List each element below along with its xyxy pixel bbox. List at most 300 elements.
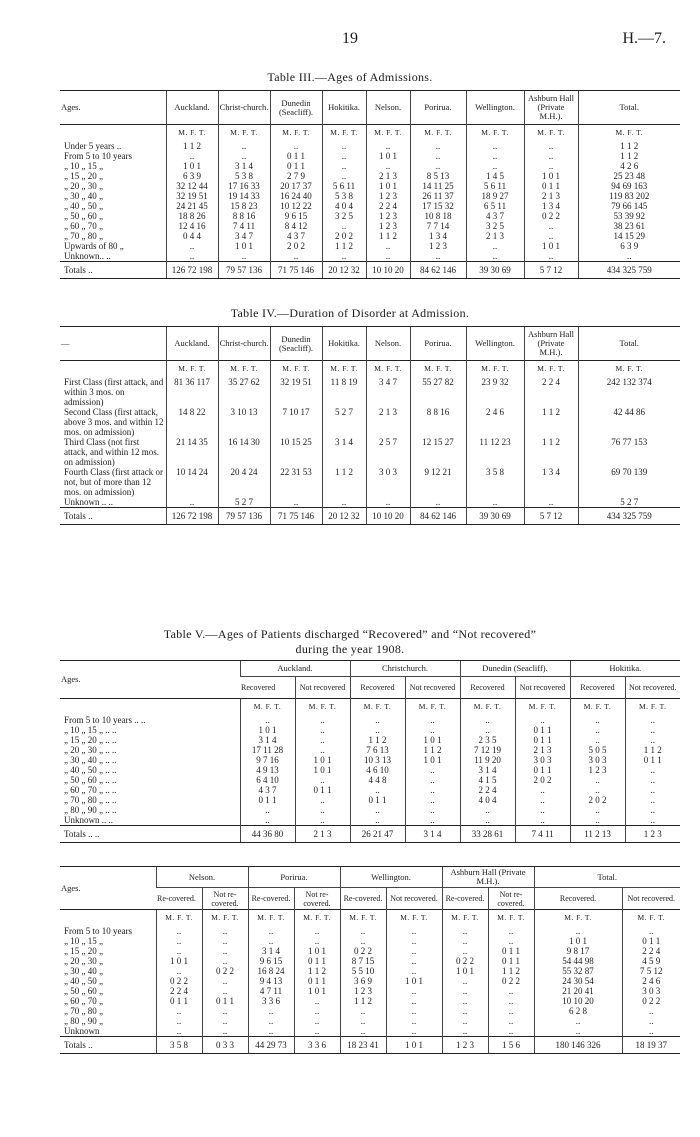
data-cell: 44 36 80: [240, 826, 295, 843]
data-cell: 4 0 4: [322, 201, 366, 211]
row-label: Fourth Class (first attack or not, but of more than 12 mos. on admission): [64, 467, 163, 497]
data-cell: 3 5 8: [156, 1037, 202, 1054]
data-cell: 4 4 8: [350, 775, 405, 785]
data-cell: 2 1 3: [515, 745, 570, 755]
data-cell: ..: [294, 996, 340, 1006]
data-cell: ..: [350, 725, 405, 735]
data-cell: ..: [405, 765, 460, 775]
row-label: From 5 to 10 years .. ..: [64, 715, 146, 725]
data-cell: 2 2 4: [524, 374, 578, 407]
data-cell: 1 1 2: [625, 745, 680, 755]
data-cell: 20 17 37: [270, 181, 322, 191]
sub-header: Recovered: [570, 677, 625, 699]
data-cell: ..: [156, 1016, 202, 1026]
data-cell: 434 325 759: [578, 508, 680, 525]
data-cell: 20 12 32: [322, 508, 366, 525]
data-cell: 2 2 4: [460, 785, 515, 795]
data-cell: 9 7 16: [240, 755, 295, 765]
data-cell: 5 2 7: [578, 497, 680, 508]
row-label: „ 10 „ 15 „: [64, 936, 103, 946]
row-label: Unknown.. ..: [64, 251, 111, 261]
data-cell: 3 5 8: [466, 467, 524, 497]
data-cell: ..: [622, 923, 680, 936]
group-header: Nelson.: [156, 867, 248, 888]
data-cell: ..: [410, 151, 466, 161]
data-cell: 2 2 4: [366, 201, 410, 211]
data-cell: 12 4 16: [166, 221, 218, 231]
data-cell: ..: [625, 805, 680, 815]
data-cell: ..: [524, 151, 578, 161]
mft-label: M. F. T.: [386, 910, 442, 924]
sub-header: Not recovered: [515, 677, 570, 699]
data-cell: ..: [295, 712, 350, 725]
row-label: „ 50 „ 60 „: [64, 211, 103, 221]
data-cell: 4 3 7: [466, 211, 524, 221]
data-cell: ..: [460, 712, 515, 725]
data-cell: ..: [570, 725, 625, 735]
data-cell: ..: [202, 923, 248, 936]
group-header: Wellington.: [340, 867, 442, 888]
data-cell: 2 1 3: [295, 826, 350, 843]
row-label: Under 5 years ..: [64, 141, 122, 151]
row-label: From 5 to 10 years: [64, 151, 132, 161]
row-label: „ 40 „ 50 „: [64, 201, 103, 211]
sub-header: Not re-covered.: [488, 888, 534, 910]
sub-header: Recovered.: [534, 888, 622, 910]
data-cell: ..: [156, 1026, 202, 1037]
mft-label: M. F. T.: [366, 125, 410, 139]
data-cell: ..: [534, 1016, 622, 1026]
col-header: Nelson.: [366, 327, 410, 361]
data-cell: 2 0 2: [570, 795, 625, 805]
data-cell: 1 3 4: [524, 201, 578, 211]
data-cell: ..: [294, 923, 340, 936]
data-cell: 17 16 33: [218, 181, 270, 191]
row-label: Totals .. ..: [60, 826, 240, 843]
data-cell: 3 2 5: [466, 221, 524, 231]
mft-label: M. F. T.: [515, 699, 570, 713]
row-label: „ 60 „ 70 „ .. ..: [64, 785, 117, 795]
data-cell: ..: [625, 712, 680, 725]
table-4-duration-of-disorder: [60, 326, 680, 525]
data-cell: 0 1 1: [270, 161, 322, 171]
data-cell: 21 20 41: [534, 986, 622, 996]
table-row: [60, 805, 680, 815]
table-row: [60, 923, 680, 936]
table-row: [60, 151, 680, 161]
table-3-ages-of-admissions: [60, 90, 680, 279]
data-cell: ..: [625, 765, 680, 775]
data-cell: 3 1 4: [405, 826, 460, 843]
data-cell: ..: [410, 138, 466, 151]
data-cell: ..: [488, 1016, 534, 1026]
data-cell: ..: [524, 161, 578, 171]
data-cell: 1 1 2: [578, 138, 680, 151]
table-row: [60, 374, 680, 407]
mft-label: M. F. T.: [156, 910, 202, 924]
data-cell: 1 1 2: [578, 151, 680, 161]
col-header: Auckland.: [166, 327, 218, 361]
data-cell: 1 1 2: [488, 966, 534, 976]
data-cell: ..: [366, 497, 410, 508]
data-cell: ..: [322, 251, 366, 262]
data-cell: ..: [386, 986, 442, 996]
data-cell: ..: [625, 785, 680, 795]
data-cell: 1 0 1: [366, 151, 410, 161]
data-cell: 5 5 10: [340, 966, 386, 976]
data-cell: ..: [202, 1006, 248, 1016]
data-cell: 7 7 14: [410, 221, 466, 231]
data-cell: 1 0 1: [524, 171, 578, 181]
totals-row: [60, 1037, 680, 1054]
data-cell: 3 3 6: [248, 996, 294, 1006]
table-row: [60, 407, 680, 437]
data-cell: 1 1 2: [322, 467, 366, 497]
data-cell: 18 8 26: [166, 211, 218, 221]
data-cell: ..: [218, 251, 270, 262]
data-cell: 32 19 51: [270, 374, 322, 407]
data-cell: 1 0 1: [405, 755, 460, 765]
table-row: [60, 181, 680, 191]
data-cell: 0 1 1: [270, 151, 322, 161]
data-cell: ..: [488, 936, 534, 946]
row-label: „ 40 „ 50 „ .. ..: [64, 765, 117, 775]
data-cell: 54 44 98: [534, 956, 622, 966]
group-header: Hokitika.: [570, 661, 680, 677]
sub-header: Re-covered.: [442, 888, 488, 910]
table-3-corner: Ages.: [60, 91, 166, 125]
data-cell: 1 2 3: [570, 765, 625, 775]
table-row: [60, 251, 680, 262]
data-cell: 9 6 15: [270, 211, 322, 221]
table-5-title: Table V.—Ages of Patients discharged “Recovered” and “Not recovered”: [163, 627, 537, 641]
sub-header: Not recovered.: [386, 888, 442, 910]
table-row: [60, 161, 680, 171]
data-cell: ..: [386, 936, 442, 946]
sub-header: Re-covered.: [340, 888, 386, 910]
data-cell: 0 1 1: [294, 956, 340, 966]
data-cell: 10 8 18: [410, 211, 466, 221]
data-cell: 10 14 24: [166, 467, 218, 497]
data-cell: ..: [248, 936, 294, 946]
data-cell: 3 0 3: [622, 986, 680, 996]
data-cell: 1 0 1: [366, 181, 410, 191]
col-header: Ashburn Hall (Private M.H.).: [524, 91, 578, 125]
data-cell: 0 2 2: [622, 996, 680, 1006]
data-cell: 5 0 5: [570, 745, 625, 755]
data-cell: 2 0 2: [322, 231, 366, 241]
table-5-part-a: [60, 660, 680, 843]
data-cell: 55 27 82: [410, 374, 466, 407]
data-cell: ..: [386, 996, 442, 1006]
data-cell: ..: [248, 1026, 294, 1037]
data-cell: ..: [366, 251, 410, 262]
row-label: „ 15 „ 20 „ .. ..: [64, 735, 117, 745]
data-cell: ..: [442, 996, 488, 1006]
data-cell: ..: [340, 1016, 386, 1026]
table-row: [60, 815, 680, 826]
data-cell: ..: [524, 221, 578, 231]
data-cell: 126 72 198: [166, 262, 218, 279]
mft-label: M. F. T.: [534, 910, 622, 924]
data-cell: ..: [322, 161, 366, 171]
data-cell: ..: [386, 956, 442, 966]
data-cell: 0 1 1: [294, 976, 340, 986]
row-label: Unknown: [64, 1026, 100, 1036]
data-cell: 0 1 1: [515, 735, 570, 745]
row-label: „ 80 „ 90 „ .. ..: [64, 805, 117, 815]
data-cell: ..: [570, 805, 625, 815]
table-row: [60, 171, 680, 181]
data-cell: 1 1 2: [340, 996, 386, 1006]
table-4-title: Table IV.—Duration of Disorder at Admission.: [230, 306, 470, 320]
data-cell: 1 0 1: [295, 755, 350, 765]
col-header: Total.: [578, 91, 680, 125]
mft-label: M. F. T.: [524, 361, 578, 375]
sub-header: Not recovered: [405, 677, 460, 699]
data-cell: 5 2 7: [218, 497, 270, 508]
data-cell: ..: [240, 712, 295, 725]
table-5-part-b: [60, 866, 680, 1054]
data-cell: ..: [625, 725, 680, 735]
row-label: „ 30 „ 40 „: [64, 966, 103, 976]
data-cell: 0 3 3: [202, 1037, 248, 1054]
data-cell: 7 12 19: [460, 745, 515, 755]
mft-label: M. F. T.: [218, 361, 270, 375]
data-cell: ..: [442, 976, 488, 986]
data-cell: 1 1 2: [366, 231, 410, 241]
mft-label: M. F. T.: [202, 910, 248, 924]
data-cell: 1 0 1: [240, 725, 295, 735]
data-cell: ..: [442, 986, 488, 996]
data-cell: 3 10 13: [218, 407, 270, 437]
data-cell: 4 5 9: [622, 956, 680, 966]
table-row: [60, 1026, 680, 1037]
data-cell: 1 2 3: [366, 191, 410, 201]
table-row: [60, 785, 680, 795]
data-cell: 0 1 1: [295, 785, 350, 795]
data-cell: ..: [322, 151, 366, 161]
data-cell: 26 11 37: [410, 191, 466, 201]
table-row: [60, 191, 680, 201]
data-cell: ..: [534, 1026, 622, 1037]
data-cell: ..: [442, 946, 488, 956]
data-cell: 11 12 23: [466, 437, 524, 467]
table-row: [60, 765, 680, 775]
data-cell: ..: [570, 815, 625, 826]
table-row: [60, 241, 680, 251]
data-cell: ..: [578, 251, 680, 262]
mft-label: M. F. T.: [240, 699, 295, 713]
data-cell: ..: [466, 151, 524, 161]
mft-label: M. F. T.: [248, 910, 294, 924]
data-cell: ..: [405, 785, 460, 795]
data-cell: 21 14 35: [166, 437, 218, 467]
table-5a-corner: Ages.: [60, 661, 240, 699]
data-cell: 6 3 9: [578, 241, 680, 251]
table-4-corner: —: [60, 327, 166, 361]
data-cell: 18 23 41: [340, 1037, 386, 1054]
group-header: Total.: [534, 867, 680, 888]
row-label: „ 40 „ 50 „: [64, 976, 103, 986]
mft-label: M. F. T.: [294, 910, 340, 924]
data-cell: 0 2 2: [202, 966, 248, 976]
data-cell: 6 4 10: [240, 775, 295, 785]
data-cell: ..: [295, 745, 350, 755]
data-cell: 14 8 22: [166, 407, 218, 437]
data-cell: ..: [294, 1016, 340, 1026]
data-cell: 4 3 7: [240, 785, 295, 795]
data-cell: 1 0 1: [386, 976, 442, 986]
data-cell: 79 57 136: [218, 262, 270, 279]
data-cell: 38 23 61: [578, 221, 680, 231]
data-cell: 3 1 4: [248, 946, 294, 956]
data-cell: ..: [460, 815, 515, 826]
data-cell: ..: [366, 138, 410, 151]
data-cell: 0 1 1: [156, 996, 202, 1006]
data-cell: 1 1 2: [524, 407, 578, 437]
col-header: Hokitika.: [322, 327, 366, 361]
table-row: [60, 946, 680, 956]
data-cell: 39 30 69: [466, 508, 524, 525]
data-cell: 32 19 51: [166, 191, 218, 201]
data-cell: ..: [466, 497, 524, 508]
data-cell: 11 9 20: [460, 755, 515, 765]
data-cell: ..: [442, 1026, 488, 1037]
row-label: „ 20 „ 30 „: [64, 181, 103, 191]
data-cell: 0 2 2: [442, 956, 488, 966]
data-cell: 11 2 13: [570, 826, 625, 843]
data-cell: ..: [466, 251, 524, 262]
data-cell: 180 146 326: [534, 1037, 622, 1054]
data-cell: ..: [202, 1016, 248, 1026]
mft-label: M. F. T.: [166, 125, 218, 139]
data-cell: 5 6 11: [322, 181, 366, 191]
data-cell: ..: [625, 815, 680, 826]
row-label: „ 50 „ 60 „: [64, 986, 103, 996]
data-cell: 4 0 4: [460, 795, 515, 805]
row-label: Unknown .. ..: [64, 815, 113, 825]
row-label: Totals ..: [60, 262, 166, 279]
data-cell: ..: [202, 986, 248, 996]
data-cell: ..: [466, 138, 524, 151]
data-cell: 8 7 15: [340, 956, 386, 966]
mft-label: M. F. T.: [442, 910, 488, 924]
data-cell: 19 14 33: [218, 191, 270, 201]
data-cell: ..: [442, 1006, 488, 1016]
data-cell: ..: [488, 986, 534, 996]
data-cell: 79 66 145: [578, 201, 680, 211]
data-cell: ..: [270, 138, 322, 151]
data-cell: 39 30 69: [466, 262, 524, 279]
mft-label: M. F. T.: [270, 125, 322, 139]
data-cell: 0 1 1: [524, 181, 578, 191]
data-cell: 1 1 2: [350, 735, 405, 745]
data-cell: ..: [622, 1026, 680, 1037]
data-cell: 1 0 1: [524, 241, 578, 251]
data-cell: 1 0 1: [294, 946, 340, 956]
mft-label: M. F. T.: [410, 361, 466, 375]
data-cell: 0 2 2: [524, 211, 578, 221]
row-label: Upwards of 80 „: [64, 241, 124, 251]
data-cell: 2 1 3: [466, 231, 524, 241]
data-cell: 81 36 117: [166, 374, 218, 407]
data-cell: 2 5 7: [366, 437, 410, 467]
data-cell: 5 7 12: [524, 262, 578, 279]
data-cell: ..: [488, 1006, 534, 1016]
data-cell: 1 4 5: [466, 171, 524, 181]
data-cell: 3 4 7: [366, 374, 410, 407]
data-cell: 84 62 146: [410, 262, 466, 279]
mft-label: M. F. T.: [218, 125, 270, 139]
table-row: [60, 725, 680, 735]
data-cell: ..: [515, 795, 570, 805]
data-cell: 2 0 2: [515, 775, 570, 785]
col-header: Wellington.: [466, 91, 524, 125]
data-cell: 2 1 3: [524, 191, 578, 201]
data-cell: 126 72 198: [166, 508, 218, 525]
row-label: „ 60 „ 70 „: [64, 996, 103, 1006]
data-cell: ..: [218, 151, 270, 161]
data-cell: 119 83 202: [578, 191, 680, 201]
table-row: [60, 221, 680, 231]
data-cell: 2 2 4: [622, 946, 680, 956]
data-cell: 1 1 2: [322, 241, 366, 251]
data-cell: 10 10 20: [366, 508, 410, 525]
data-cell: 3 3 6: [294, 1037, 340, 1054]
data-cell: 1 2 3: [366, 221, 410, 231]
data-cell: ..: [350, 785, 405, 795]
table-row: [60, 755, 680, 765]
data-cell: 5 2 7: [322, 407, 366, 437]
data-cell: ..: [295, 805, 350, 815]
data-cell: 1 0 1: [156, 956, 202, 966]
data-cell: 7 4 11: [218, 221, 270, 231]
table-row: [60, 735, 680, 745]
data-cell: ..: [166, 497, 218, 508]
data-cell: ..: [488, 996, 534, 1006]
data-cell: ..: [350, 805, 405, 815]
data-cell: 69 70 139: [578, 467, 680, 497]
data-cell: 5 3 8: [322, 191, 366, 201]
data-cell: 79 57 136: [218, 508, 270, 525]
data-cell: 1 0 1: [166, 161, 218, 171]
data-cell: 3 6 9: [340, 976, 386, 986]
data-cell: 32 12 44: [166, 181, 218, 191]
data-cell: 8 5 13: [410, 171, 466, 181]
sub-header: Not re-covered.: [294, 888, 340, 910]
data-cell: 22 31 53: [270, 467, 322, 497]
data-cell: 7 10 17: [270, 407, 322, 437]
data-cell: ..: [156, 923, 202, 936]
data-cell: 2 0 2: [270, 241, 322, 251]
data-cell: ..: [322, 497, 366, 508]
data-cell: ..: [405, 805, 460, 815]
row-label: „ 30 „ 40 „ .. ..: [64, 755, 117, 765]
data-cell: ..: [270, 497, 322, 508]
data-cell: ..: [625, 775, 680, 785]
data-cell: 8 4 12: [270, 221, 322, 231]
data-cell: ..: [340, 1026, 386, 1037]
table-row: [60, 231, 680, 241]
data-cell: ..: [202, 956, 248, 966]
data-cell: ..: [625, 735, 680, 745]
data-cell: 4 3 7: [270, 231, 322, 241]
data-cell: ..: [386, 966, 442, 976]
data-cell: 2 7 9: [270, 171, 322, 181]
mft-label: M. F. T.: [460, 699, 515, 713]
data-cell: 4 6 10: [350, 765, 405, 775]
